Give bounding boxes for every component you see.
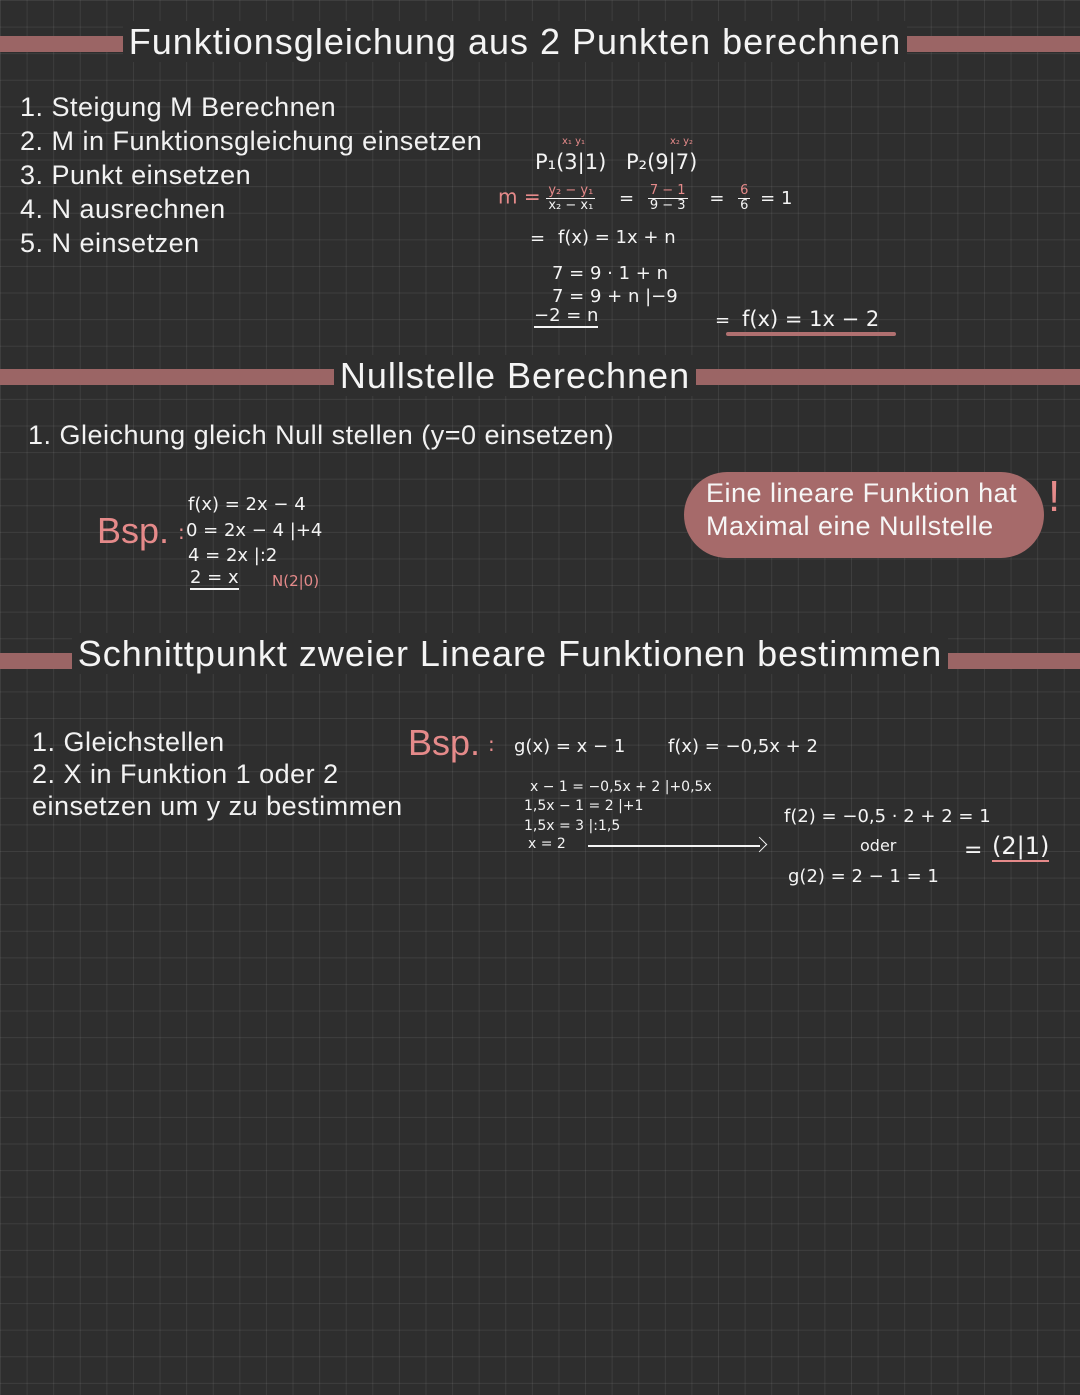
example-label: Bsp. (408, 722, 481, 763)
example-label: Bsp. (97, 510, 170, 551)
step-item: einsetzen um y zu bestimmen (32, 791, 403, 821)
step-list-3 (32, 726, 403, 822)
section-title-2 (0, 355, 1080, 396)
check-g: g(2) = 2 − 1 = 1 (788, 866, 939, 887)
zero-calc-result: 2 = x (190, 567, 239, 588)
arrow-icon (752, 837, 768, 853)
slope-fraction (738, 184, 750, 213)
intersection-result: (2|1) (992, 832, 1050, 860)
step-item: 1. Gleichung gleich Null stellen (y=0 einsetzen) (28, 420, 615, 450)
intersection-calc-line: x − 1 = −0,5x + 2 |+0,5x (530, 779, 712, 795)
equals-sign: = (619, 187, 635, 209)
section-title-3-text: Schnittpunkt zweier Lineare Funktionen bestimmen (72, 633, 948, 674)
equation-line-result: −2 = n (534, 305, 599, 326)
step-list-1 (20, 90, 482, 260)
slope-formula (546, 184, 595, 213)
arrow-line (588, 845, 760, 847)
result-eq-sign: = (964, 838, 983, 863)
point-2-coordinate-labels: x₂ y₂ (670, 136, 694, 147)
example-colon: : (488, 732, 495, 756)
intersection-calc-line: x = 2 (528, 836, 566, 852)
note-text-line-2: Maximal eine Nullstelle (706, 511, 994, 541)
zero-calc-line: 4 = 2x |:2 (188, 545, 278, 566)
equation-eq-sign: = (530, 228, 546, 249)
slope-fraction-denominator: 6 (740, 198, 749, 213)
example-colon: : (178, 520, 185, 544)
slope-substituted (648, 184, 688, 213)
function-f: f(x) = −0,5x + 2 (668, 736, 818, 757)
point-1: P₁(3|1) (535, 150, 607, 174)
zero-calc-line: 0 = 2x − 4 |+4 (186, 520, 323, 541)
zero-point: N(2|0) (272, 572, 320, 590)
slope-label: m = (498, 184, 541, 209)
intersection-calc-line: 1,5x − 1 = 2 |+1 (524, 798, 644, 814)
step-item: 1. Gleichstellen (32, 727, 225, 757)
slope-formula-denominator: x₂ − x₁ (548, 198, 594, 213)
section-title-1 (0, 21, 1080, 62)
step-item: 5. N einsetzen (20, 228, 200, 258)
zero-calc-line: f(x) = 2x − 4 (188, 494, 306, 515)
slope-calculation (498, 184, 792, 213)
slope-result: = 1 (760, 187, 793, 209)
section-title-2-text: Nullstelle Berechnen (334, 355, 696, 396)
slope-formula-numerator: y₂ − y₁ (548, 183, 594, 198)
step-item: 2. M in Funktionsgleichung einsetzen (20, 126, 483, 156)
slope-fraction-numerator: 6 (740, 183, 749, 198)
section-title-1-text: Funktionsgleichung aus 2 Punkten berechnen (123, 21, 908, 62)
exclamation-icon: ! (1048, 472, 1061, 521)
equation-line: 7 = 9 · 1 + n (552, 263, 668, 284)
check-f: f(2) = −0,5 · 2 + 2 = 1 (784, 806, 991, 827)
check-oder: oder (860, 836, 897, 855)
final-function-underline (726, 332, 896, 336)
intersection-calc-line: 1,5x = 3 |:1,5 (524, 818, 621, 834)
step-item: 3. Punkt einsetzen (20, 160, 252, 190)
final-function: f(x) = 1x − 2 (742, 307, 880, 331)
step-item: 4. N ausrechnen (20, 194, 226, 224)
point-1-coordinate-labels: x₁ y₁ (562, 136, 586, 147)
point-2: P₂(9|7) (626, 150, 698, 174)
function-g: g(x) = x − 1 (514, 736, 626, 757)
section-title-3 (0, 633, 1080, 674)
equation-line: f(x) = 1x + n (558, 227, 676, 248)
equals-sign: = (709, 187, 725, 209)
note-text-line-1: Eine lineare Funktion hat (706, 478, 1018, 508)
step-item: 2. X in Funktion 1 oder 2 (32, 759, 339, 789)
step-item: 1. Steigung M Berechnen (20, 92, 337, 122)
final-eq-sign: = (715, 310, 731, 331)
slope-substituted-denominator: 9 − 3 (649, 198, 686, 213)
slope-substituted-numerator: 7 − 1 (649, 183, 686, 198)
equation-line: 7 = 9 + n |−9 (552, 286, 678, 307)
